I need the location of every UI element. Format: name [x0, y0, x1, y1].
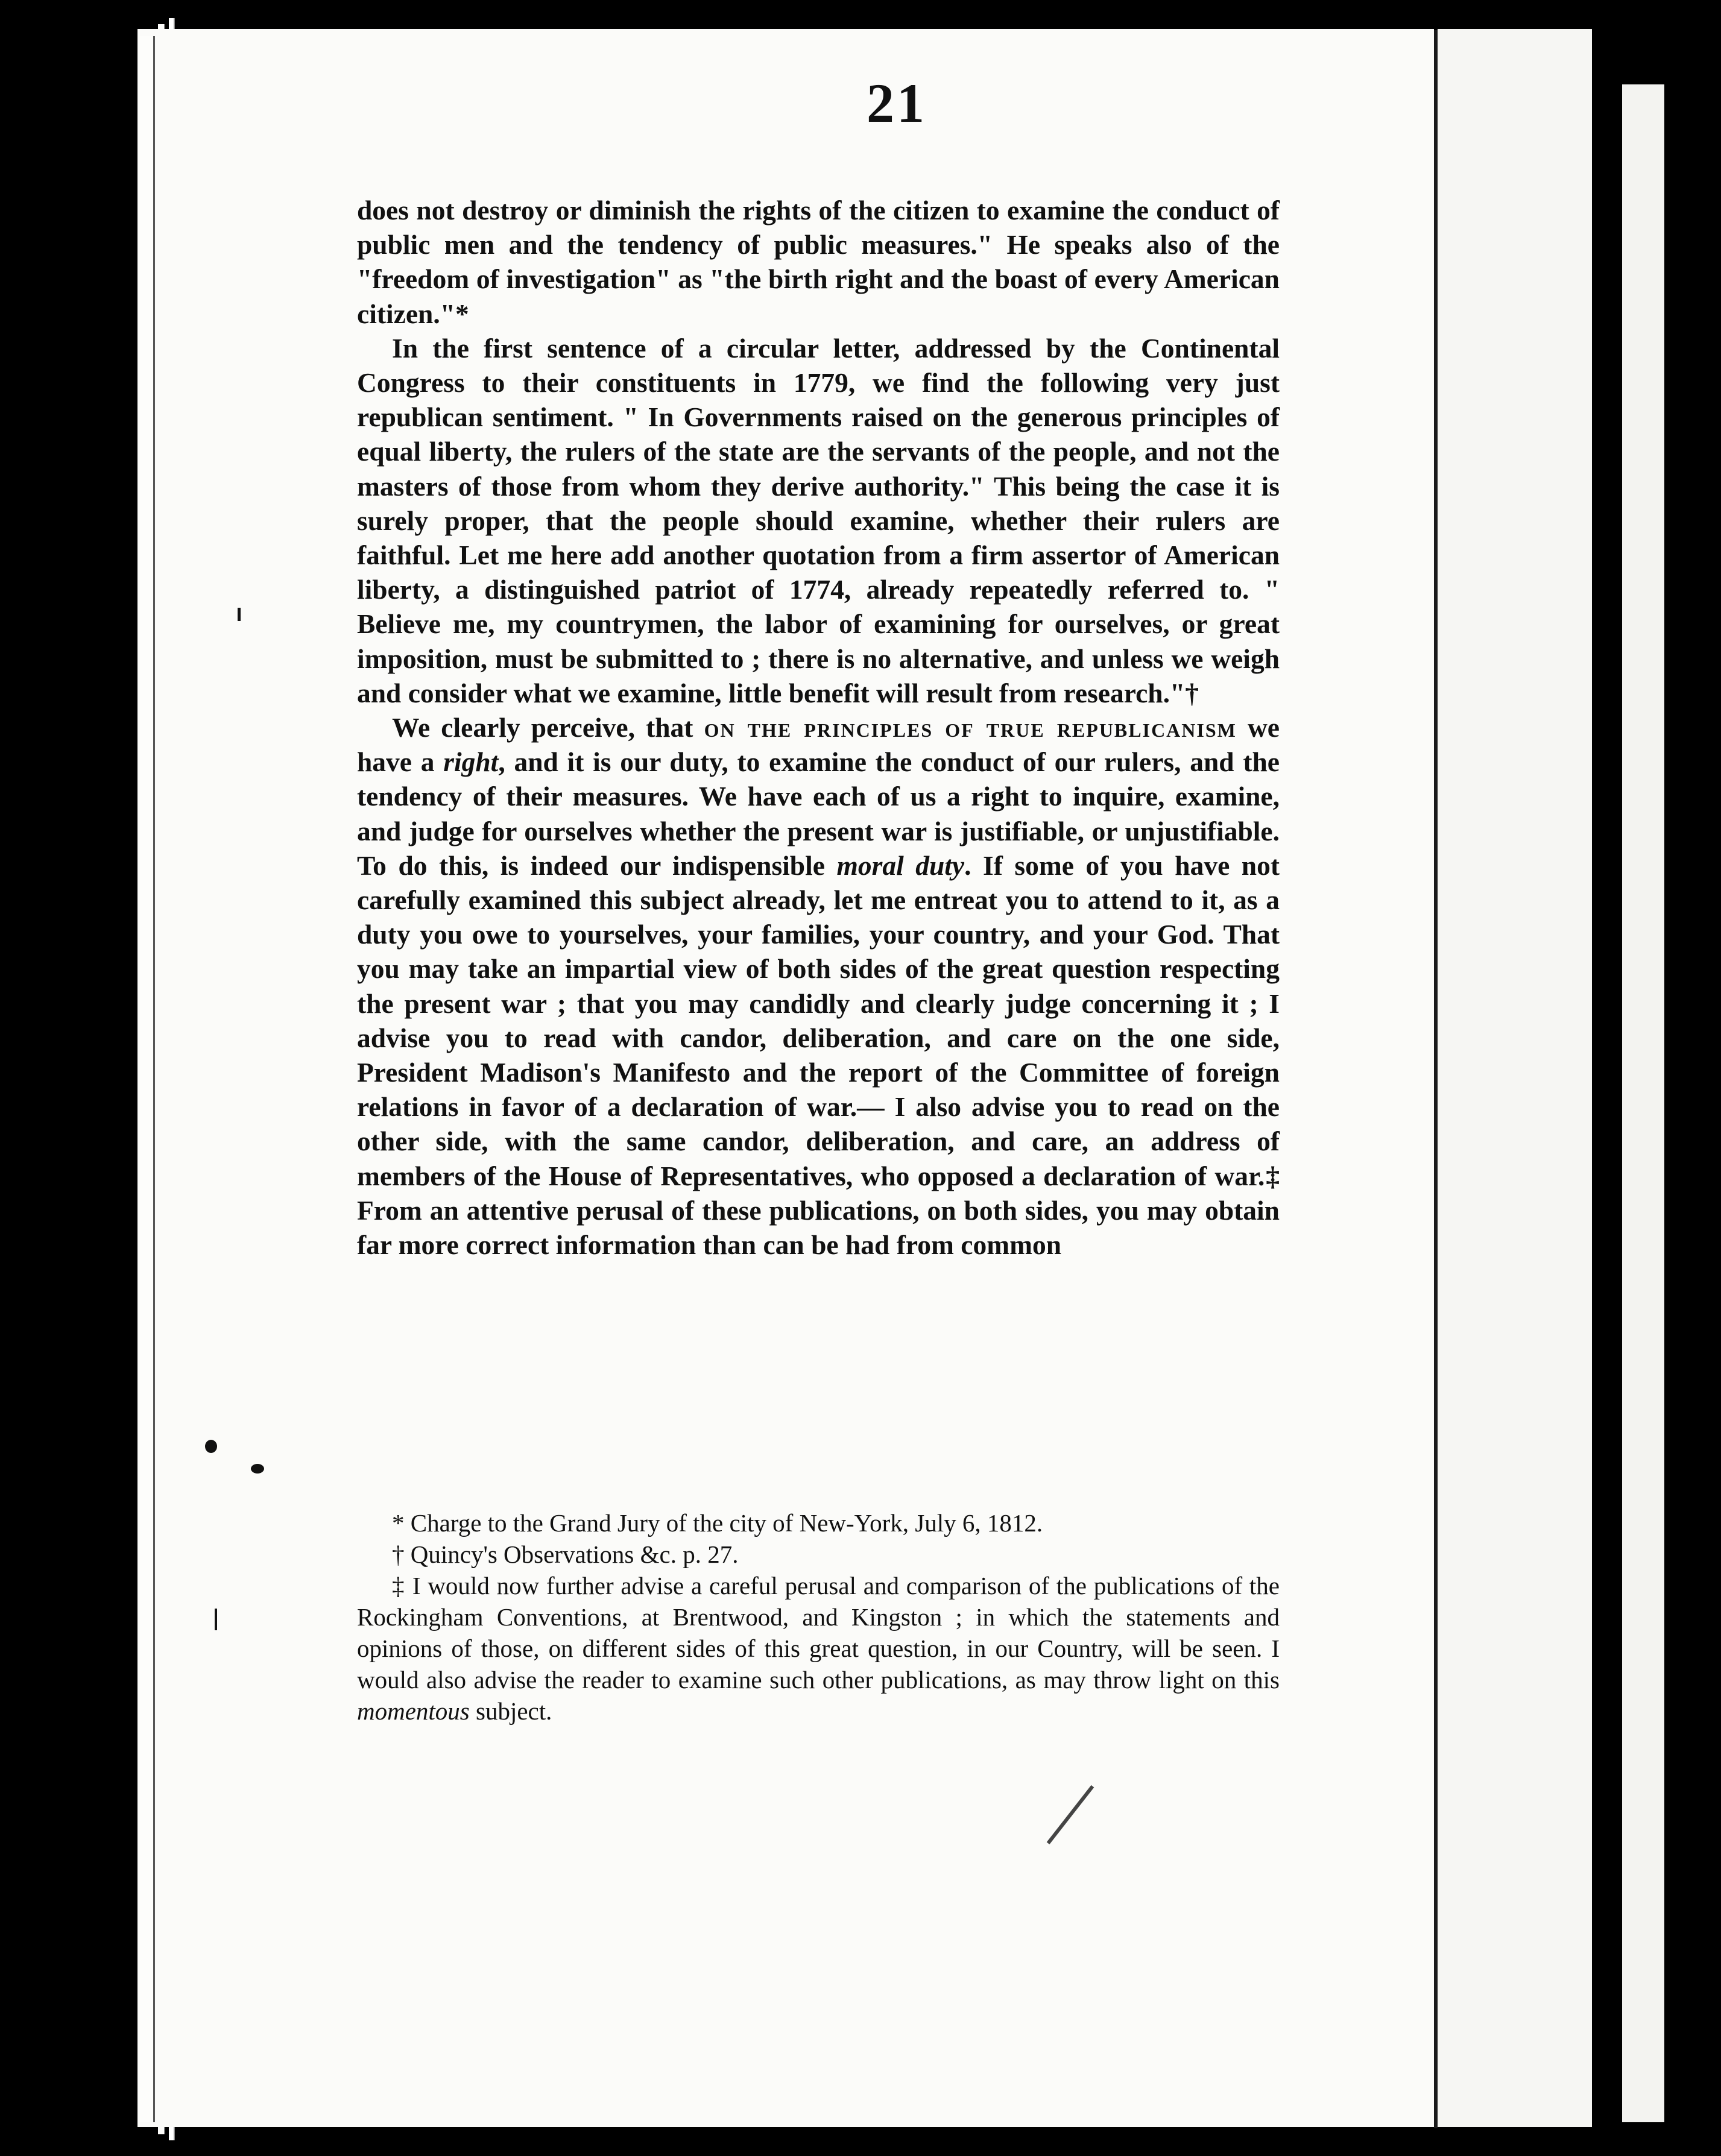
page-edge: [140, 36, 155, 2122]
small-caps-text: on the principles of true republicanism: [704, 712, 1237, 743]
facing-page-edge: [1622, 84, 1664, 2122]
footnote: [357, 1570, 1280, 1727]
ink-speck: [251, 1464, 264, 1474]
body-paragraph: [357, 193, 1280, 331]
body-paragraph: [357, 710, 1280, 1262]
text-run: We clearly perceive, that: [392, 712, 704, 743]
text-run: , and it is our duty, to examine the conduct of our rulers, and the tendency of their measures. We have each of us a right to inquire, examine, and judge for ourselves whether the present war is justifiable, or unjustifiable. To do this, is indeed our indispensible: [357, 746, 1280, 881]
text-run: does not destroy or diminish the rights of the citizen to examine the conduct of public men and the tendency of public measures." He speaks also of the "freedom of investigation" as "the birth right and the boast of every American citizen."*: [357, 195, 1280, 329]
text-run: subject.: [469, 1697, 552, 1725]
body-paragraph: [357, 331, 1280, 710]
page-number: 21: [867, 72, 927, 134]
text-run: . If some of you have not carefully examined this subject already, let me entreat you to attend to it, as a duty you owe to yourselves, your families, your country, and your God. That you may take an impartial view of both sides of the great question respecting the present war ; that you may candidly and clearly judge concerning it ; I advise you to read with candor, deliberation, and care on the one side, President Madison's Manifesto and the report of the Committee of foreign relations in favor of a declaration of war.— I also advise you to read on the other side, with the same candor, deliberation, and care, an address of members of the House of Representatives, who opposed a declaration of war.‡ From an attentive perusal of these publications, on both sides, you may obtain far more correct information than can be had from common: [357, 849, 1280, 1261]
ink-speck: [215, 1609, 217, 1630]
body-text: [357, 193, 1280, 1262]
binding-shadow: [1597, 78, 1621, 2134]
footnotes: [357, 1507, 1280, 1727]
italic-text: moral duty: [836, 849, 965, 881]
footnote: [357, 1539, 1280, 1570]
italic-text: right: [443, 746, 499, 778]
text-run: ‡ I would now further advise a careful perusal and comparison of the publications of the Rockingham Conventions, at Brentwood, and Kingston ; in which the statements and opinions of those, on different sides of this great question, in our Country, will be seen. I would also advise the reader to examine such other publications, as may throw light on this: [357, 1572, 1280, 1694]
facing-page-edge: [1438, 29, 1592, 2127]
text-run: † Quincy's Observations &c. p. 27.: [392, 1540, 739, 1568]
italic-text: momentous: [357, 1697, 470, 1725]
text-run: we have a: [357, 712, 1280, 778]
text-run: In the first sentence of a circular letter, addressed by the Continental Congress to their constituents in 1779, we find the following very just republican sentiment. " In Governments raised on the generous principles of equal liberty, the rulers of the state are the servants of the people, and not the masters of those from whom they derive authority." This being the case it is surely proper, that the people should examine, whether their rulers are faithful. Let me here add another quotation from a firm assertor of American liberty, a distinguished patriot of 1774, already repeatedly referred to. " Believe me, my countrymen, the labor of examining for ourselves, or great imposition, must be submitted to ; there is no alternative, and unless we weigh and consider what we examine, little benefit will result from research."†: [357, 332, 1280, 708]
footnote: [357, 1507, 1280, 1539]
ink-speck: [205, 1440, 217, 1453]
ink-speck: [238, 608, 241, 621]
text-run: * Charge to the Grand Jury of the city of New-York, July 6, 1812.: [392, 1509, 1043, 1537]
